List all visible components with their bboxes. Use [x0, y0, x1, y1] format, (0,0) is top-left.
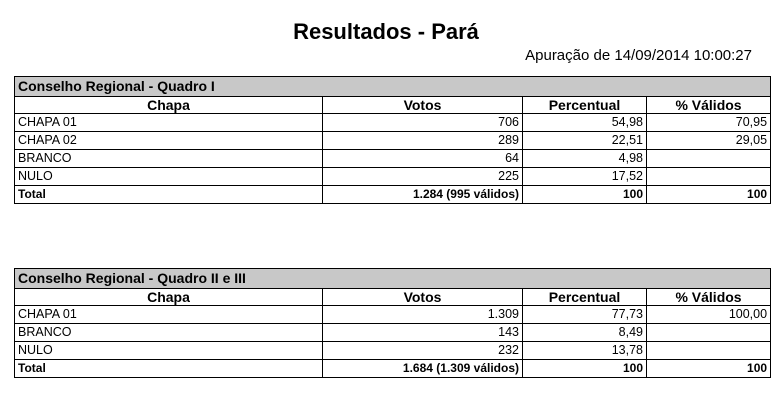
- cell-percentual: 17,52: [523, 168, 647, 186]
- cell-chapa: CHAPA 01: [15, 114, 323, 132]
- table-row: [15, 324, 771, 342]
- col-header-votos: Votos: [323, 97, 523, 114]
- results-table-quadro-i: [14, 76, 771, 204]
- table-row: [15, 150, 771, 168]
- section-title: Conselho Regional - Quadro II e III: [15, 269, 771, 289]
- table-row: [15, 342, 771, 360]
- cell-votos: 1.309: [323, 306, 523, 324]
- col-header-chapa: Chapa: [15, 97, 323, 114]
- col-header-validos: % Válidos: [647, 289, 771, 306]
- col-header-votos: Votos: [323, 289, 523, 306]
- cell-total-percentual: 100: [523, 360, 647, 378]
- table-row: [15, 132, 771, 150]
- col-header-percentual: Percentual: [523, 97, 647, 114]
- cell-validos: 70,95: [647, 114, 771, 132]
- cell-validos: [647, 150, 771, 168]
- col-header-validos: % Válidos: [647, 97, 771, 114]
- cell-percentual: 8,49: [523, 324, 647, 342]
- cell-votos: 706: [323, 114, 523, 132]
- cell-votos: 289: [323, 132, 523, 150]
- cell-validos: [647, 324, 771, 342]
- apuracao-timestamp: Apuração de 14/09/2014 10:00:27: [525, 47, 752, 64]
- cell-votos: 143: [323, 324, 523, 342]
- cell-percentual: 77,73: [523, 306, 647, 324]
- col-header-percentual: Percentual: [523, 289, 647, 306]
- cell-chapa: BRANCO: [15, 324, 323, 342]
- table-row: [15, 114, 771, 132]
- cell-total-validos: 100: [647, 360, 771, 378]
- cell-chapa: NULO: [15, 168, 323, 186]
- cell-chapa: NULO: [15, 342, 323, 360]
- total-row: [15, 186, 771, 204]
- cell-percentual: 4,98: [523, 150, 647, 168]
- cell-percentual: 13,78: [523, 342, 647, 360]
- cell-chapa: BRANCO: [15, 150, 323, 168]
- cell-percentual: 54,98: [523, 114, 647, 132]
- col-header-chapa: Chapa: [15, 289, 323, 306]
- cell-total-label: Total: [15, 186, 323, 204]
- cell-validos: [647, 168, 771, 186]
- section-title: Conselho Regional - Quadro I: [15, 77, 771, 97]
- cell-validos: [647, 342, 771, 360]
- header-row: [15, 97, 771, 114]
- header-row: [15, 289, 771, 306]
- cell-votos: 64: [323, 150, 523, 168]
- cell-total-votos: 1.684 (1.309 válidos): [323, 360, 523, 378]
- page-title: Resultados - Pará: [293, 19, 479, 44]
- cell-validos: 100,00: [647, 306, 771, 324]
- cell-total-validos: 100: [647, 186, 771, 204]
- table-row: [15, 306, 771, 324]
- cell-total-label: Total: [15, 360, 323, 378]
- cell-votos: 232: [323, 342, 523, 360]
- table-row: [15, 168, 771, 186]
- cell-chapa: CHAPA 01: [15, 306, 323, 324]
- cell-validos: 29,05: [647, 132, 771, 150]
- cell-votos: 225: [323, 168, 523, 186]
- cell-total-percentual: 100: [523, 186, 647, 204]
- cell-percentual: 22,51: [523, 132, 647, 150]
- cell-chapa: CHAPA 02: [15, 132, 323, 150]
- results-table-quadro-ii-iii: [14, 268, 771, 378]
- total-row: [15, 360, 771, 378]
- cell-total-votos: 1.284 (995 válidos): [323, 186, 523, 204]
